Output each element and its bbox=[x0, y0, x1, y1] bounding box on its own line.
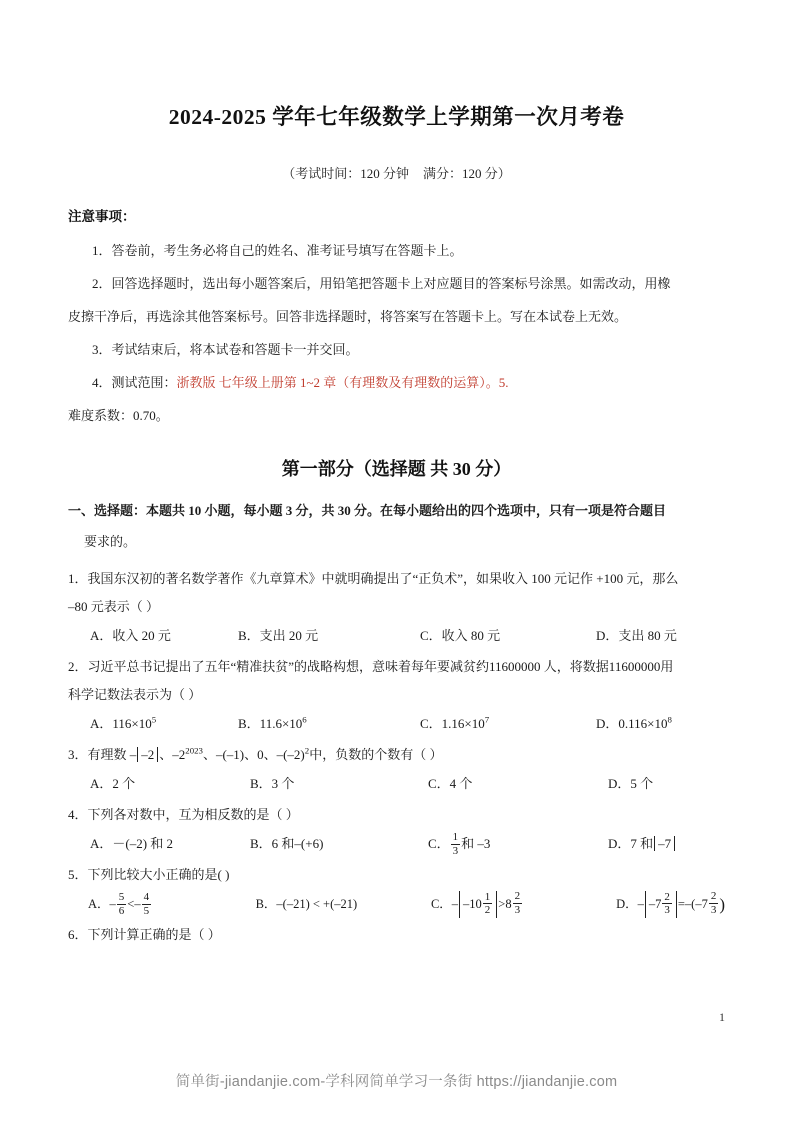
test-scope-range: 浙教版 七年级上册第 1~2 章（有理数及有理数的运算）。5. bbox=[176, 375, 509, 390]
option-exponent: 7 bbox=[484, 714, 490, 725]
question-1-stem-cont: –80 元表示（ ） bbox=[68, 599, 160, 614]
notice-item-4-prefix: 4．测试范围： bbox=[92, 375, 177, 390]
question-5 bbox=[68, 861, 725, 919]
question-5-option-a[interactable] bbox=[88, 889, 256, 919]
fraction bbox=[483, 891, 493, 917]
option-label: A． bbox=[90, 836, 113, 851]
question-5-stem: 5．下列比较大小正确的是( ) bbox=[68, 867, 230, 882]
whole-part: –(–7 bbox=[684, 897, 708, 911]
absolute-value-group bbox=[645, 891, 677, 918]
question-4 bbox=[68, 801, 725, 859]
page-number: 1 bbox=[719, 1010, 725, 1024]
exam-subtitle bbox=[0, 163, 793, 182]
abs-inner: –2 bbox=[141, 747, 155, 762]
question-2-option-a[interactable] bbox=[90, 709, 238, 739]
question-6 bbox=[68, 921, 725, 949]
question-4-options bbox=[68, 829, 725, 859]
question-5-option-d[interactable] bbox=[616, 889, 725, 919]
option-mantissa: 116×10 bbox=[112, 716, 152, 731]
section-intro-text: 本题共 10 小题，每小题 3 分，共 30 分。在每小题给出的四个选项中，只有一项是符合题目 bbox=[146, 503, 667, 518]
question-5-options bbox=[68, 889, 725, 919]
page-title: 2024-2025 学年七年级数学上学期第一次月考卷 bbox=[168, 105, 625, 129]
whole-part: 8 bbox=[505, 897, 512, 911]
question-3-option-c[interactable] bbox=[428, 769, 608, 799]
option-label: D． bbox=[596, 716, 619, 731]
denominator: 3 bbox=[664, 904, 670, 917]
option-text: 4 个 bbox=[449, 776, 473, 791]
option-text: 支出 20 元 bbox=[259, 628, 319, 643]
option-text: 2 个 bbox=[112, 776, 136, 791]
numerator: 1 bbox=[452, 831, 459, 844]
stem-part: 中，负数的个数有（ ） bbox=[309, 747, 443, 762]
numerator: 1 bbox=[484, 890, 491, 903]
exam-duration: （考试时间：120 分钟 bbox=[282, 166, 409, 181]
denominator: 3 bbox=[710, 903, 717, 916]
denominator: 5 bbox=[143, 904, 150, 917]
closing-paren: ) bbox=[719, 894, 725, 914]
option-label: A． bbox=[90, 716, 113, 731]
question-1-option-c[interactable] bbox=[420, 621, 596, 651]
question-3-option-b[interactable] bbox=[250, 769, 428, 799]
question-2-options bbox=[68, 709, 725, 739]
option-mantissa: 1.16×10 bbox=[441, 716, 485, 731]
question-4-stem: 4．下列各对数中，互为相反数的是（ ） bbox=[68, 807, 299, 822]
option-text: 6 和–(+6) bbox=[271, 836, 324, 851]
option-text: －(–2) 和 2 bbox=[112, 836, 174, 851]
numerator: 2 bbox=[664, 890, 670, 903]
question-4-option-b[interactable] bbox=[250, 829, 428, 859]
option-exponent: 8 bbox=[667, 714, 672, 725]
option-label: B． bbox=[238, 716, 260, 731]
numerator: 2 bbox=[710, 890, 717, 903]
absolute-value-group bbox=[459, 891, 497, 918]
option-mantissa: 11.6×10 bbox=[259, 716, 303, 731]
numerator: 5 bbox=[118, 891, 125, 904]
option-text: 收入 20 元 bbox=[112, 628, 171, 643]
notice-item-2: 2．回答选择题时，选出每小题答案后，用铅笔把答题卡上对应题目的答案标号涂黑。如需改动，用橡 bbox=[92, 276, 671, 291]
question-5-option-b[interactable] bbox=[256, 889, 431, 919]
absolute-value-group bbox=[654, 836, 675, 851]
mixed-number bbox=[649, 892, 673, 918]
question-1-stem: 1．我国东汉初的著名数学著作《九章算术》中就明确提出了“正负术”，如果收入 100 元记作 +100 元，那么 bbox=[68, 571, 679, 586]
mixed-number bbox=[685, 889, 725, 919]
option-label: C． bbox=[430, 897, 452, 911]
option-label: C． bbox=[428, 836, 450, 851]
option-label: A． bbox=[88, 897, 110, 911]
notice-heading: 注意事项： bbox=[68, 209, 136, 224]
question-1-options bbox=[68, 621, 725, 651]
question-1 bbox=[68, 565, 725, 651]
question-2-stem-cont: 科学记数法表示为（ ） bbox=[68, 687, 202, 702]
question-2-option-d[interactable] bbox=[596, 709, 672, 739]
notice-item-5-difficulty: 难度系数：0.70。 bbox=[68, 408, 169, 423]
option-label: B． bbox=[255, 897, 277, 911]
notice-item-1: 1．答卷前，考生务必将自己的姓名、准考证号填写在答题卡上。 bbox=[92, 243, 463, 258]
sign: – bbox=[134, 897, 141, 911]
stem-part: 、–2 bbox=[159, 747, 186, 762]
sign: – bbox=[637, 897, 644, 911]
question-2-stem: 2．习近平总书记提出了五年“精准扶贫”的战略构想，意味着每年要减贫约11600000 人，将数据11600000用 bbox=[68, 659, 674, 674]
option-label: A． bbox=[90, 776, 113, 791]
option-exponent: 6 bbox=[302, 714, 307, 725]
option-text: 3 个 bbox=[271, 776, 295, 791]
option-label: B． bbox=[250, 836, 272, 851]
relation: > bbox=[498, 897, 506, 911]
document-body bbox=[68, 205, 725, 951]
exponent: 2 bbox=[304, 745, 310, 756]
option-label: D． bbox=[616, 897, 638, 911]
denominator: 6 bbox=[118, 904, 125, 917]
option-label: D． bbox=[596, 628, 619, 643]
section-intro bbox=[68, 497, 725, 524]
option-text: 5 个 bbox=[630, 776, 654, 791]
question-4-option-c[interactable] bbox=[428, 829, 608, 859]
option-label: C． bbox=[428, 776, 450, 791]
notice-item-2-cont: 皮擦干净后，再选涂其他答案标号。回答非选择题时，将答案写在答题卡上。写在本试卷上无效。 bbox=[68, 309, 628, 324]
question-4-option-d[interactable] bbox=[608, 829, 676, 859]
fraction bbox=[709, 890, 719, 916]
relation: = bbox=[677, 897, 685, 911]
sign: – bbox=[109, 897, 116, 911]
fraction bbox=[117, 891, 127, 917]
option-text: 支出 80 元 bbox=[618, 628, 677, 643]
option-mantissa: 0.116×10 bbox=[618, 716, 668, 731]
question-3 bbox=[68, 741, 725, 799]
option-label: A． bbox=[90, 628, 113, 643]
option-text: –(–21) < +(–21) bbox=[276, 897, 358, 911]
relation: < bbox=[127, 897, 135, 911]
part-one-header: 第一部分（选择题 共 30 分） bbox=[281, 459, 512, 479]
option-text: 7 和 bbox=[630, 836, 654, 851]
exponent: 2023 bbox=[185, 745, 203, 756]
whole-part: –10 bbox=[463, 897, 482, 911]
question-5-option-c[interactable] bbox=[431, 889, 616, 919]
option-label: C． bbox=[420, 628, 442, 643]
option-exponent: 5 bbox=[151, 714, 157, 725]
question-1-option-b[interactable] bbox=[238, 621, 420, 651]
fraction bbox=[142, 891, 152, 917]
denominator: 3 bbox=[514, 903, 521, 916]
denominator: 2 bbox=[484, 904, 491, 917]
numerator: 2 bbox=[514, 890, 521, 903]
mixed-number bbox=[505, 889, 523, 919]
denominator: 3 bbox=[452, 844, 459, 857]
question-2-option-b[interactable] bbox=[238, 709, 420, 739]
question-1-option-d[interactable] bbox=[596, 621, 677, 651]
stem-part: 3．有理数 – bbox=[68, 747, 137, 762]
numerator: 4 bbox=[143, 891, 150, 904]
option-label: C． bbox=[420, 716, 442, 731]
question-3-options bbox=[68, 769, 725, 799]
exam-total-score: 满分：120 分） bbox=[423, 166, 511, 181]
section-intro-label: 一、选择题： bbox=[68, 503, 147, 518]
option-label: D． bbox=[608, 776, 631, 791]
question-2-option-c[interactable] bbox=[420, 709, 596, 739]
mixed-number bbox=[463, 892, 493, 918]
whole-part: –7 bbox=[648, 897, 662, 911]
option-text: 和 –3 bbox=[461, 836, 491, 851]
option-label: B． bbox=[250, 776, 272, 791]
fraction bbox=[662, 891, 672, 917]
option-label: D． bbox=[608, 836, 631, 851]
question-3-stem bbox=[68, 741, 725, 769]
question-6-stem: 6．下列计算正确的是（ ） bbox=[68, 927, 221, 942]
question-2 bbox=[68, 653, 725, 739]
fraction bbox=[451, 831, 461, 857]
absolute-value-group bbox=[137, 747, 158, 762]
question-4-option-a[interactable] bbox=[90, 829, 250, 859]
option-label: B． bbox=[238, 628, 260, 643]
question-1-option-a[interactable] bbox=[90, 621, 238, 651]
question-3-option-a[interactable] bbox=[90, 769, 250, 799]
section-intro-cont: 要求的。 bbox=[84, 534, 137, 549]
question-3-option-d[interactable] bbox=[608, 769, 653, 799]
fraction bbox=[513, 890, 523, 916]
sign: – bbox=[451, 897, 459, 911]
notice-item-3: 3．考试结束后，将本试卷和答题卡一并交回。 bbox=[92, 342, 359, 357]
stem-part: 、–(–1)、0、–(–2) bbox=[202, 747, 305, 762]
abs-inner: –7 bbox=[658, 836, 672, 851]
notice-item-4 bbox=[68, 369, 725, 396]
option-text: 收入 80 元 bbox=[441, 628, 501, 643]
footer-watermark: 简单街-jiandanjie.com-学科网简单学习一条街 https://jiandanjie.com bbox=[175, 1074, 618, 1090]
